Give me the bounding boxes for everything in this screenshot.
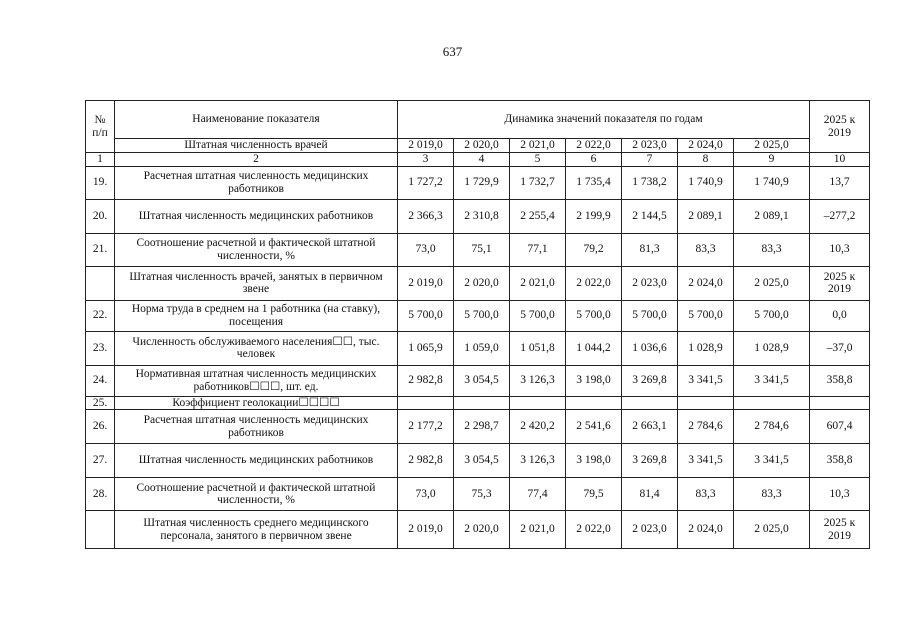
header-change: 2025 к 2019 [810,101,870,153]
value-cell [398,396,454,410]
value-cell: 2 177,2 [398,410,454,444]
table-row [86,444,870,478]
value-cell: 3 198,0 [566,444,622,478]
value-cell: 1 738,2 [622,166,678,199]
indicator-name: Нормативная штатная численность медицинских работников☐☐☐, шт. ед. [115,365,398,396]
value-cell [622,396,678,410]
value-cell: 75,3 [454,478,510,511]
value-cell: 2 784,6 [734,410,810,444]
value-cell: 2 022,0 [566,266,622,300]
value-cell: 1 735,4 [566,166,622,199]
value-cell: 5 700,0 [454,300,510,331]
value-cell: 83,3 [678,233,734,266]
change-cell: 0,0 [810,300,870,331]
indicator-table [85,100,870,549]
value-cell: 1 740,9 [678,166,734,199]
table-row [86,199,870,233]
row-number: 22. [86,300,115,331]
value-cell: 75,1 [454,233,510,266]
table-row [86,300,870,331]
value-cell: 2 663,1 [622,410,678,444]
index-cell: 2 [115,153,398,167]
value-cell: 1 044,2 [566,331,622,365]
value-cell: 3 341,5 [734,365,810,396]
value-cell: 3 126,3 [510,365,566,396]
value-cell: 2 020,0 [454,266,510,300]
change-cell: 2025 к 2019 [810,266,870,300]
index-cell: 9 [734,153,810,167]
year-cell: 2 019,0 [398,139,454,153]
table-row [86,166,870,199]
header-number: № п/п [86,101,115,153]
value-cell: 2 366,3 [398,199,454,233]
value-cell: 3 269,8 [622,444,678,478]
indicator-name: Штатная численность среднего медицинского персонала, занятого в первичном звене [115,511,398,549]
index-cell: 10 [810,153,870,167]
value-cell: 3 341,5 [678,365,734,396]
value-cell: 1 028,9 [678,331,734,365]
table-row [86,410,870,444]
change-cell: 2025 к 2019 [810,511,870,549]
index-cell: 7 [622,153,678,167]
value-cell: 5 700,0 [510,300,566,331]
change-cell: 358,8 [810,365,870,396]
value-cell: 2 021,0 [510,511,566,549]
value-cell: 3 198,0 [566,365,622,396]
value-cell: 2 024,0 [678,511,734,549]
value-cell: 5 700,0 [566,300,622,331]
value-cell: 77,1 [510,233,566,266]
index-cell: 6 [566,153,622,167]
value-cell: 73,0 [398,478,454,511]
value-cell: 5 700,0 [398,300,454,331]
value-cell: 2 298,7 [454,410,510,444]
value-cell: 2 199,9 [566,199,622,233]
change-cell: –277,2 [810,199,870,233]
value-cell: 3 054,5 [454,444,510,478]
value-cell: 2 541,6 [566,410,622,444]
value-cell: 79,5 [566,478,622,511]
indicator-name: Штатная численность врачей, занятых в первичном звене [115,266,398,300]
indicator-name: Соотношение расчетной и фактической штатной численности, % [115,478,398,511]
header-dynamics: Динамика значений показателя по годам [398,101,810,139]
row-number: 19. [86,166,115,199]
value-cell [510,396,566,410]
value-cell: 2 089,1 [734,199,810,233]
row-number: 24. [86,365,115,396]
row-number: 27. [86,444,115,478]
value-cell: 2 022,0 [566,511,622,549]
value-cell: 79,2 [566,233,622,266]
years-row-label: Штатная численность врачей [115,139,398,153]
row-number [86,266,115,300]
indicator-name: Соотношение расчетной и фактической штатной численности, % [115,233,398,266]
value-cell: 1 740,9 [734,166,810,199]
index-cell: 8 [678,153,734,167]
value-cell: 1 051,8 [510,331,566,365]
value-cell: 3 341,5 [734,444,810,478]
change-cell: 607,4 [810,410,870,444]
year-cell: 2 023,0 [622,139,678,153]
value-cell: 2 255,4 [510,199,566,233]
value-cell: 2 025,0 [734,266,810,300]
header-name: Наименование показателя [115,101,398,139]
year-cell: 2 024,0 [678,139,734,153]
row-number [86,511,115,549]
row-number: 20. [86,199,115,233]
value-cell: 2 310,8 [454,199,510,233]
row-number: 25. [86,396,115,410]
year-cell: 2 020,0 [454,139,510,153]
value-cell: 3 054,5 [454,365,510,396]
value-cell: 5 700,0 [734,300,810,331]
value-cell: 3 126,3 [510,444,566,478]
column-index-row [86,153,870,167]
indicator-name: Норма труда в среднем на 1 работника (на ставку), посещения [115,300,398,331]
value-cell: 2 021,0 [510,266,566,300]
value-cell: 1 732,7 [510,166,566,199]
value-cell: 73,0 [398,233,454,266]
change-cell: 358,8 [810,444,870,478]
value-cell: 2 020,0 [454,511,510,549]
value-cell: 5 700,0 [678,300,734,331]
value-cell: 2 023,0 [622,266,678,300]
value-cell: 1 729,9 [454,166,510,199]
value-cell: 1 028,9 [734,331,810,365]
table-row [86,478,870,511]
value-cell: 2 089,1 [678,199,734,233]
value-cell: 2 420,2 [510,410,566,444]
value-cell: 3 269,8 [622,365,678,396]
index-cell: 1 [86,153,115,167]
indicator-name: Численность обслуживаемого населения☐☐, тыс. человек [115,331,398,365]
indicator-name: Коэффициент геолокации☐☐☐☐ [115,396,398,410]
value-cell: 1 065,9 [398,331,454,365]
value-cell: 81,3 [622,233,678,266]
row-number: 28. [86,478,115,511]
value-cell: 2 982,8 [398,444,454,478]
change-cell: 10,3 [810,233,870,266]
indicator-name: Расчетная штатная численность медицинских работников [115,166,398,199]
row-number: 23. [86,331,115,365]
row-number: 21. [86,233,115,266]
table-row [86,331,870,365]
value-cell: 2 784,6 [678,410,734,444]
value-cell: 2 982,8 [398,365,454,396]
change-cell: 13,7 [810,166,870,199]
value-cell: 77,4 [510,478,566,511]
change-cell: –37,0 [810,331,870,365]
table-row [86,396,870,410]
indicator-name: Штатная численность медицинских работников [115,444,398,478]
row-number: 26. [86,410,115,444]
value-cell: 2 025,0 [734,511,810,549]
value-cell: 5 700,0 [622,300,678,331]
value-cell: 1 036,6 [622,331,678,365]
value-cell [678,396,734,410]
value-cell: 2 144,5 [622,199,678,233]
value-cell: 83,3 [678,478,734,511]
value-cell: 3 341,5 [678,444,734,478]
table-header-row [86,101,870,139]
value-cell [734,396,810,410]
change-cell [810,396,870,410]
years-row [86,139,870,153]
index-cell: 5 [510,153,566,167]
table-row [86,233,870,266]
value-cell: 2 023,0 [622,511,678,549]
value-cell: 83,3 [734,478,810,511]
table-row [86,365,870,396]
index-cell: 3 [398,153,454,167]
value-cell [566,396,622,410]
value-cell: 2 019,0 [398,266,454,300]
change-cell: 10,3 [810,478,870,511]
year-cell: 2 022,0 [566,139,622,153]
value-cell: 1 059,0 [454,331,510,365]
value-cell: 1 727,2 [398,166,454,199]
year-cell: 2 025,0 [734,139,810,153]
table-row [86,266,870,300]
table-row [86,511,870,549]
indicator-name: Штатная численность медицинских работников [115,199,398,233]
value-cell: 81,4 [622,478,678,511]
value-cell: 83,3 [734,233,810,266]
value-cell [454,396,510,410]
value-cell: 2 019,0 [398,511,454,549]
value-cell: 2 024,0 [678,266,734,300]
index-cell: 4 [454,153,510,167]
indicator-name: Расчетная штатная численность медицинских работников [115,410,398,444]
year-cell: 2 021,0 [510,139,566,153]
page-number: 637 [442,44,463,59]
